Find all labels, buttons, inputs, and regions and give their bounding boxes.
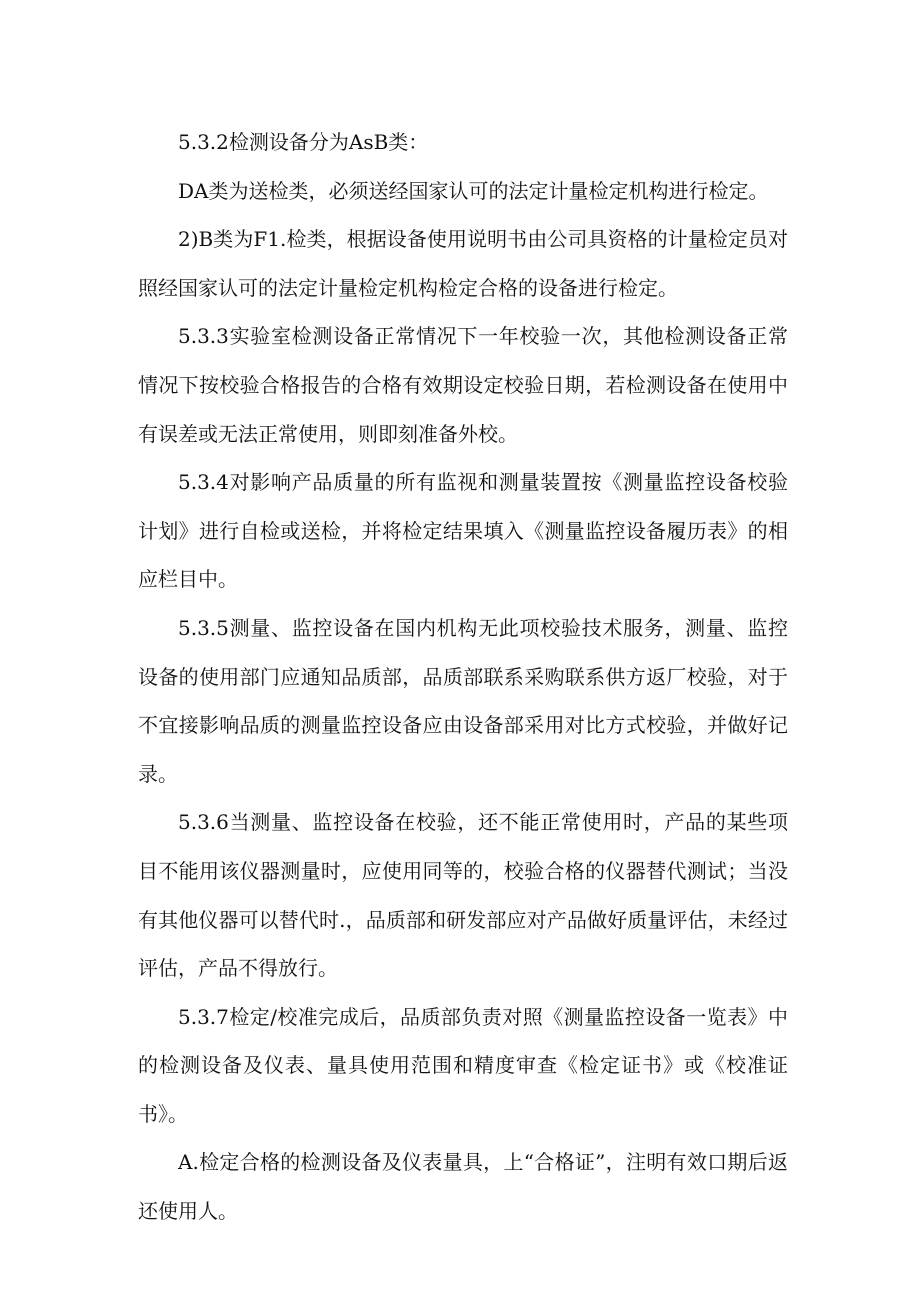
paragraph-5-3-5: 5.3.5测量、监控设备在国内机构无此项校验技术服务，测量、监控设备的使用部门应通知品质部，品质部联系采购联系供方返厂校验，对于不宜接影响品质的测量监控设备应由设备部采用对比方式校验，并做好记录。 xyxy=(138,615,788,786)
paragraph-class-a: DA类为送检类，必须送经国家认可的法定计量检定机构进行检定。 xyxy=(178,178,769,203)
paragraph-item-a: A.检定合格的检测设备及仪表量具，上“合格证”，注明有效口期后返还使用人。 xyxy=(138,1150,788,1224)
paragraph-class-b: 2)B类为F1.检类，根据设备使用说明书由公司具资格的计量检定员对照经国家认可的法定计量检定机构检定合格的设备进行检定。 xyxy=(138,227,788,300)
paragraph-5-3-2: 5.3.2检测设备分为AsB类： xyxy=(178,130,429,154)
paragraph-5-3-4: 5.3.4对影响产品质量的所有监视和测量装置按《测量监控设备校验计划》进行自检或送检，并将检定结果填入《测量监控设备履历表》的相应栏目中。 xyxy=(138,470,788,592)
paragraph-5-3-6: 5.3.6当测量、监控设备在校验，还不能正常使用时，产品的某些项目不能用该仪器测量时，应使用同等的，校验合格的仪器替代测试；当没有其他仪器可以替代时.，品质部和研发部应对产品做好质量评估，未经过评估，产品不得放行。 xyxy=(138,810,788,981)
document-body xyxy=(138,118,788,1236)
paragraph-5-3-3: 5.3.3实验室检测设备正常情况下一年校验一次，其他检测设备正常情况下按校验合格报告的合格有效期设定校验日期，若检测设备在使用中有误差或无法正常使用，则即刻准备外校。 xyxy=(138,324,788,446)
paragraph-5-3-7: 5.3.7检定/校准完成后，品质部负责对照《测量监控设备一览表》中的检测设备及仪表、量具使用范围和精度审查《检定证书》或《校准证书》。 xyxy=(138,1004,788,1126)
